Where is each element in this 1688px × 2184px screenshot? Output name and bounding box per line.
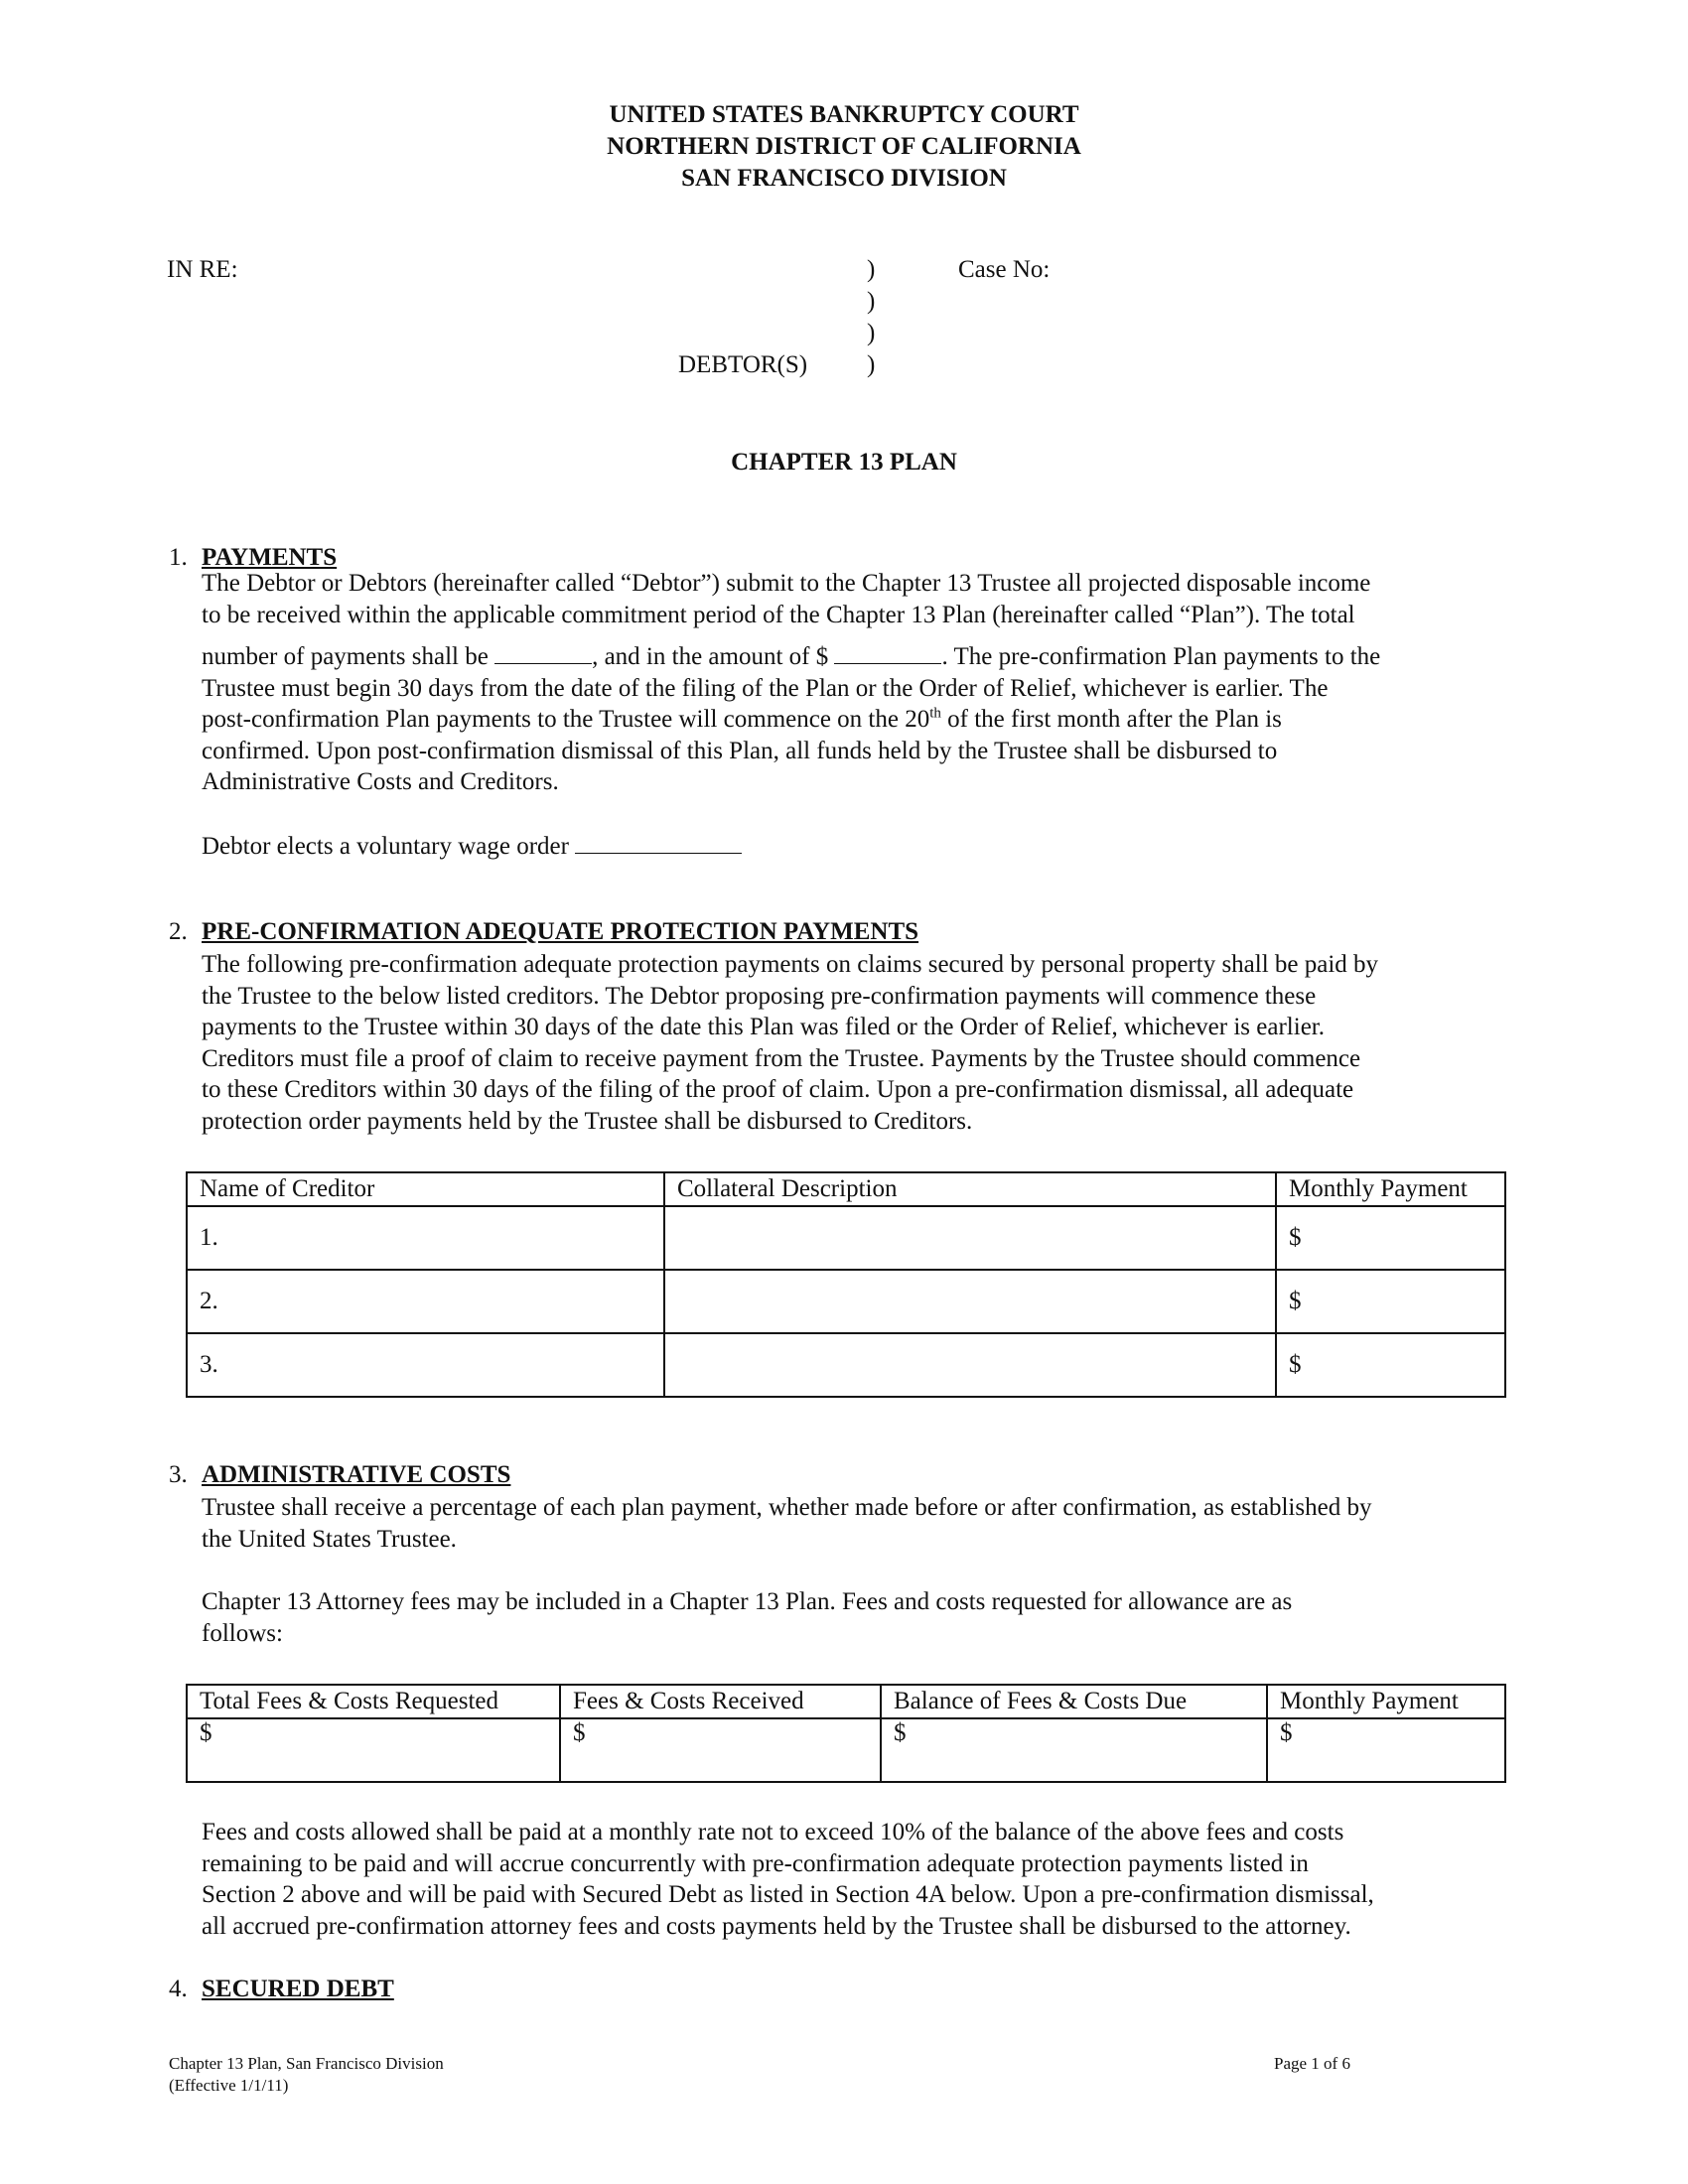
section-3-line: Chapter 13 Attorney fees may be included in a Chapter 13 Plan. Fees and costs requested for allowance are as xyxy=(202,1588,1293,1615)
collateral-cell[interactable] xyxy=(664,1333,1276,1397)
court-division: SAN FRANCISCO DIVISION xyxy=(681,165,1007,192)
column-header: Name of Creditor xyxy=(187,1172,664,1206)
section-2-line: Creditors must file a proof of claim to receive payment from the Trustee. Payments by the Trustee should commence xyxy=(202,1044,1361,1072)
section-3-line: Fees and costs allowed shall be paid at a monthly rate not to exceed 10% of the balance of the above fees and costs xyxy=(202,1819,1344,1845)
section-1-body xyxy=(202,568,1552,862)
court-name: UNITED STATES BANKRUPTCY COURT xyxy=(609,101,1079,128)
section-1-line: to be received within the applicable commitment period of the Chapter 13 Plan (hereinafter called “Plan”). The total xyxy=(202,601,1355,628)
column-header: Monthly Payment xyxy=(1267,1685,1505,1718)
section-1-line-part: of the first month after the Plan is xyxy=(940,706,1282,733)
section-3-number: 3. xyxy=(169,1461,188,1488)
creditor-name-cell[interactable]: 2. xyxy=(187,1270,664,1333)
monthly-payment-cell[interactable]: $ xyxy=(1276,1333,1505,1397)
caption-paren: ) xyxy=(867,320,876,346)
section-3-body xyxy=(202,1492,1572,1649)
monthly-payment-cell[interactable]: $ xyxy=(1267,1718,1505,1782)
section-2-line: to these Creditors within 30 days of the filing of the proof of claim. Upon a pre-confirmation dismissal, all adequate xyxy=(202,1076,1354,1103)
section-1-title: PAYMENTS xyxy=(202,544,338,571)
section-1-payments-line xyxy=(202,641,1552,673)
collateral-cell[interactable] xyxy=(664,1206,1276,1270)
table-row xyxy=(187,1270,1505,1333)
total-fees-cell[interactable]: $ xyxy=(187,1718,560,1782)
column-header: Collateral Description xyxy=(664,1172,1276,1206)
section-2-body xyxy=(202,949,1572,1137)
monthly-payment-cell[interactable]: $ xyxy=(1276,1270,1505,1333)
section-2-number: 2. xyxy=(169,918,188,945)
page-number: Page 1 of 6 xyxy=(1274,2054,1350,2073)
section-3-line: remaining to be paid and will accrue concurrently with pre-confirmation adequate protection payments listed in xyxy=(202,1849,1309,1877)
section-3-fees-paragraph xyxy=(202,1817,1572,1942)
section-4-title: SECURED DEBT xyxy=(202,1976,394,2002)
plan-title: CHAPTER 13 PLAN xyxy=(731,449,957,476)
section-1-number: 1. xyxy=(169,544,188,571)
attorney-fees-table xyxy=(186,1684,1506,1783)
section-3-line: the United States Trustee. xyxy=(202,1525,457,1553)
section-4-number: 4. xyxy=(169,1976,188,2002)
footer-form-name: Chapter 13 Plan, San Francisco Division xyxy=(169,2054,444,2073)
caption-paren: ) xyxy=(867,351,876,378)
table-header-row xyxy=(187,1172,1505,1206)
section-1-line xyxy=(202,704,1552,736)
section-2-line: the Trustee to the below listed creditors. The Debtor proposing pre-confirmation payments will commence these xyxy=(202,982,1317,1010)
column-header: Total Fees & Costs Requested xyxy=(187,1685,560,1718)
section-1-line-tail: . The pre-confirmation Plan payments to the xyxy=(941,643,1381,670)
section-1-line: confirmed. Upon post-confirmation dismissal of this Plan, all funds held by the Trustee shall be disbursed to xyxy=(202,737,1278,764)
caption-paren: ) xyxy=(867,288,876,315)
wage-order-label: Debtor elects a voluntary wage order xyxy=(202,832,569,860)
section-3-line: Section 2 above and will be paid with Secured Debt as listed in Section 4A below. Upon a pre-confirmation dismissal, xyxy=(202,1881,1374,1908)
payment-amount-label: , and in the amount of $ xyxy=(592,643,829,670)
section-3-line: Trustee shall receive a percentage of each plan payment, whether made before or after confirmation, as established by xyxy=(202,1494,1372,1521)
wage-order-field[interactable] xyxy=(575,831,742,854)
fees-received-cell[interactable]: $ xyxy=(560,1718,881,1782)
section-2-line: The following pre-confirmation adequate protection payments on claims secured by personal property shall be paid by xyxy=(202,951,1379,978)
balance-due-cell[interactable]: $ xyxy=(881,1718,1267,1782)
payments-count-field[interactable] xyxy=(494,641,592,664)
table-row xyxy=(187,1206,1505,1270)
wage-order-line xyxy=(202,831,1552,863)
section-1-line: Administrative Costs and Creditors. xyxy=(202,768,559,795)
column-header: Fees & Costs Received xyxy=(560,1685,881,1718)
section-3-line: follows: xyxy=(202,1619,283,1647)
creditor-name-cell[interactable]: 3. xyxy=(187,1333,664,1397)
creditor-payments-table xyxy=(186,1171,1506,1398)
column-header: Monthly Payment xyxy=(1276,1172,1505,1206)
table-row xyxy=(187,1333,1505,1397)
payment-amount-field[interactable] xyxy=(834,641,941,664)
collateral-cell[interactable] xyxy=(664,1270,1276,1333)
court-district: NORTHERN DISTRICT OF CALIFORNIA xyxy=(607,133,1081,160)
footer-effective-date: (Effective 1/1/11) xyxy=(169,2076,289,2095)
table-header-row xyxy=(187,1685,1505,1718)
section-3-title: ADMINISTRATIVE COSTS xyxy=(202,1461,511,1488)
payments-count-label: number of payments shall be xyxy=(202,643,489,670)
creditor-name-cell[interactable]: 1. xyxy=(187,1206,664,1270)
table-row xyxy=(187,1718,1505,1782)
section-3-line: all accrued pre-confirmation attorney fees and costs payments held by the Trustee shall be disbursed to the attorney. xyxy=(202,1912,1351,1940)
caption-paren: ) xyxy=(867,256,876,283)
case-number-label: Case No: xyxy=(958,256,1051,283)
section-1-line: Trustee must begin 30 days from the date of the filing of the Plan or the Order of Relief, whichever is earlier. The xyxy=(202,674,1329,702)
section-2-line: protection order payments held by the Trustee shall be disbursed to Creditors. xyxy=(202,1107,973,1135)
monthly-payment-cell[interactable]: $ xyxy=(1276,1206,1505,1270)
column-header: Balance of Fees & Costs Due xyxy=(881,1685,1267,1718)
section-2-title: PRE-CONFIRMATION ADEQUATE PROTECTION PAYMENTS xyxy=(202,918,919,945)
section-1-line: The Debtor or Debtors (hereinafter called “Debtor”) submit to the Chapter 13 Trustee all projected disposable income xyxy=(202,570,1371,597)
in-re-label: IN RE: xyxy=(167,256,238,283)
section-2-line: payments to the Trustee within 30 days of the date this Plan was filed or the Order of Relief, whichever is earlier. xyxy=(202,1014,1325,1040)
debtors-label: DEBTOR(S) xyxy=(678,351,808,378)
section-1-line-part: post-confirmation Plan payments to the Trustee will commence on the 20 xyxy=(202,706,930,733)
ordinal-suffix: th xyxy=(929,705,941,722)
